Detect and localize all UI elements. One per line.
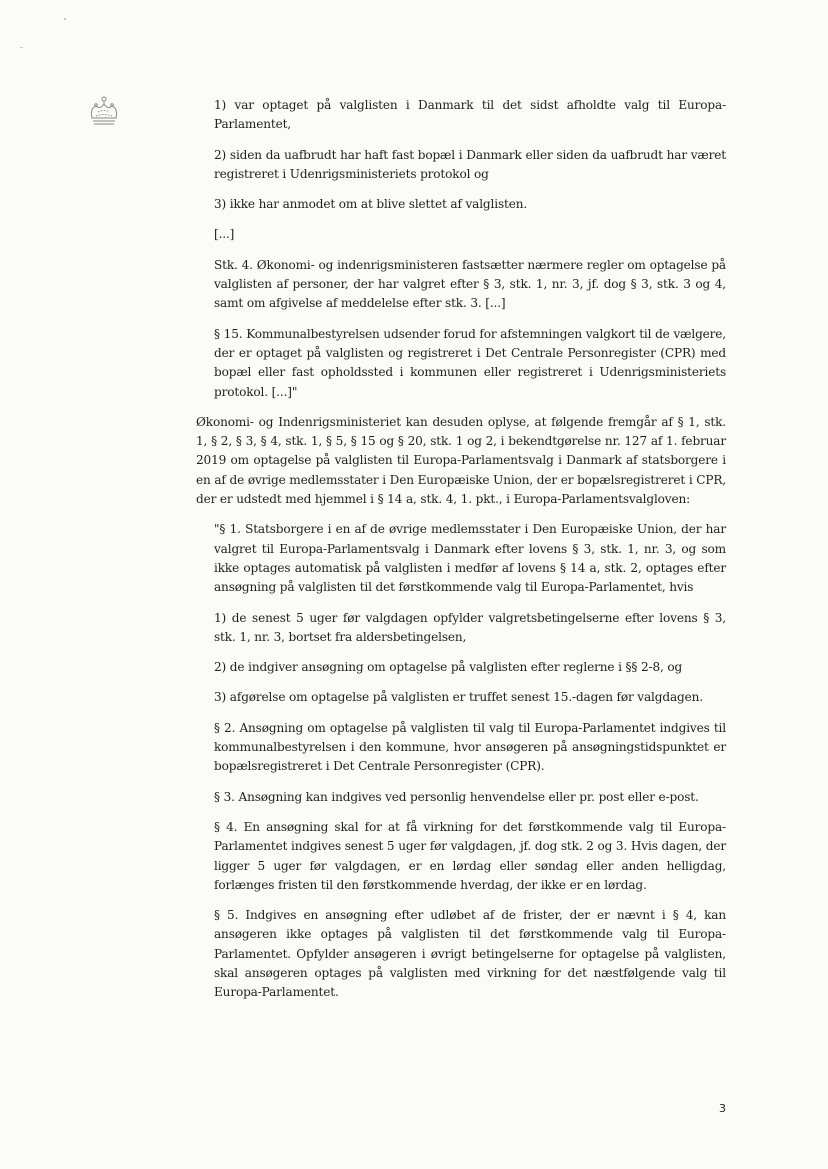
quoted-paragraph: Stk. 4. Økonomi- og indenrigsministeren fastsætter nærmere regler om optagelse på valglisten af personer, der har valgret efter § 3, stk. 1, nr. 3, jf. dog § 3, stk. 3 og 4, samt om afgivelse af meddelelse efter stk. 3. [...]: [214, 257, 726, 311]
list-item: 2) de indgiver ansøgning om optagelse på valglisten efter reglerne i §§ 2-8, og: [214, 660, 683, 675]
page-number: 3: [719, 1102, 726, 1115]
ellipsis-paragraph: [...]: [214, 227, 235, 242]
scan-speck: [64, 18, 66, 20]
quoted-paragraph: § 5. Indgives en ansøgning efter udløbet af de frister, der er nævnt i § 4, kan ansøgeren ikke optages på valglisten til det førstkommende valg til Europa-Parlamentet. Opfylder ansøgeren i øvrigt betingelserne for optagelse på valglisten, skal ansøgeren optages på valglisten med virkning for det næstfølgende valg til Europa-Parlamentet.: [214, 908, 726, 1000]
list-item: 3) afgørelse om optagelse på valglisten er truffet senest 15.-dagen før valgdagen.: [214, 690, 703, 705]
crown-logo-icon: [84, 92, 124, 132]
list-item: 1) de senest 5 uger før valgdagen opfylder valgretsbetingelserne efter lovens § 3, stk. 1, nr. 3, bortset fra aldersbetingelsen,: [214, 610, 726, 644]
list-item: 1) var optaget på valglisten i Danmark til det sidst afholdte valg til Europa-Parlamentet,: [214, 98, 726, 132]
quoted-paragraph: § 3. Ansøgning kan indgives ved personlig henvendelse eller pr. post eller e-post.: [214, 789, 699, 804]
scan-speck: [20, 47, 23, 48]
list-item: 3) ikke har anmodet om at blive slettet af valglisten.: [214, 197, 528, 212]
document-body: [196, 96, 726, 1014]
list-item: 2) siden da uafbrudt har haft fast bopæl i Danmark eller siden da uafbrudt har været registreret i Udenrigsministeriets protokol og: [214, 147, 726, 181]
quoted-paragraph: § 4. En ansøgning skal for at få virkning for det førstkommende valg til Europa-Parlamentet indgives senest 5 uger før valgdagen, jf. dog stk. 2 og 3. Hvis dagen, der ligger 5 uger før valgdagen, er en lørdag eller søndag eller anden helligdag, forlænges fristen til den førstkommende hverdag, der ikke er en lørdag.: [214, 819, 726, 892]
body-paragraph: Økonomi- og Indenrigsministeriet kan desuden oplyse, at følgende fremgår af § 1, stk. 1, § 2, § 3, § 4, stk. 1, § 5, § 15 og § 20, stk. 1 og 2, i bekendtgørelse nr. 127 af 1. februar 2019 om optagelse på valglisten til Europa-Parlamentsvalg i Danmark af statsborgere i en af de øvrige medlemsstater i Den Europæiske Union, der er bopælsregistreret i CPR, der er udstedt med hjemmel i § 14 a, stk. 4, 1. pkt., i Europa-Parlamentsvalgloven:: [196, 414, 726, 507]
quoted-paragraph: § 2. Ansøgning om optagelse på valglisten til valg til Europa-Parlamentet indgives til kommunalbestyrelsen i den kommune, hvor ansøgeren på ansøgningstidspunktet er bopælsregistreret i Det Centrale Personregister (CPR).: [214, 720, 726, 774]
quoted-paragraph: § 15. Kommunalbestyrelsen udsender forud for afstemningen valgkort til de vælgere, der er optaget på valglisten og registreret i Det Centrale Personregister (CPR) med bopæl eller fast opholdssted i kommunen eller registreret i Udenrigsministeriets protokol. [...]": [214, 326, 726, 399]
quoted-paragraph: "§ 1. Statsborgere i en af de øvrige medlemsstater i Den Europæiske Union, der har valgret til Europa-Parlamentsvalg i Danmark efter lovens § 3, stk. 1, nr. 3, og som ikke optages automatisk på valglisten i medfør af lovens § 14 a, stk. 2, optages efter ansøgning på valglisten til det førstkommende valg til Europa-Parlamentet, hvis: [214, 522, 726, 595]
